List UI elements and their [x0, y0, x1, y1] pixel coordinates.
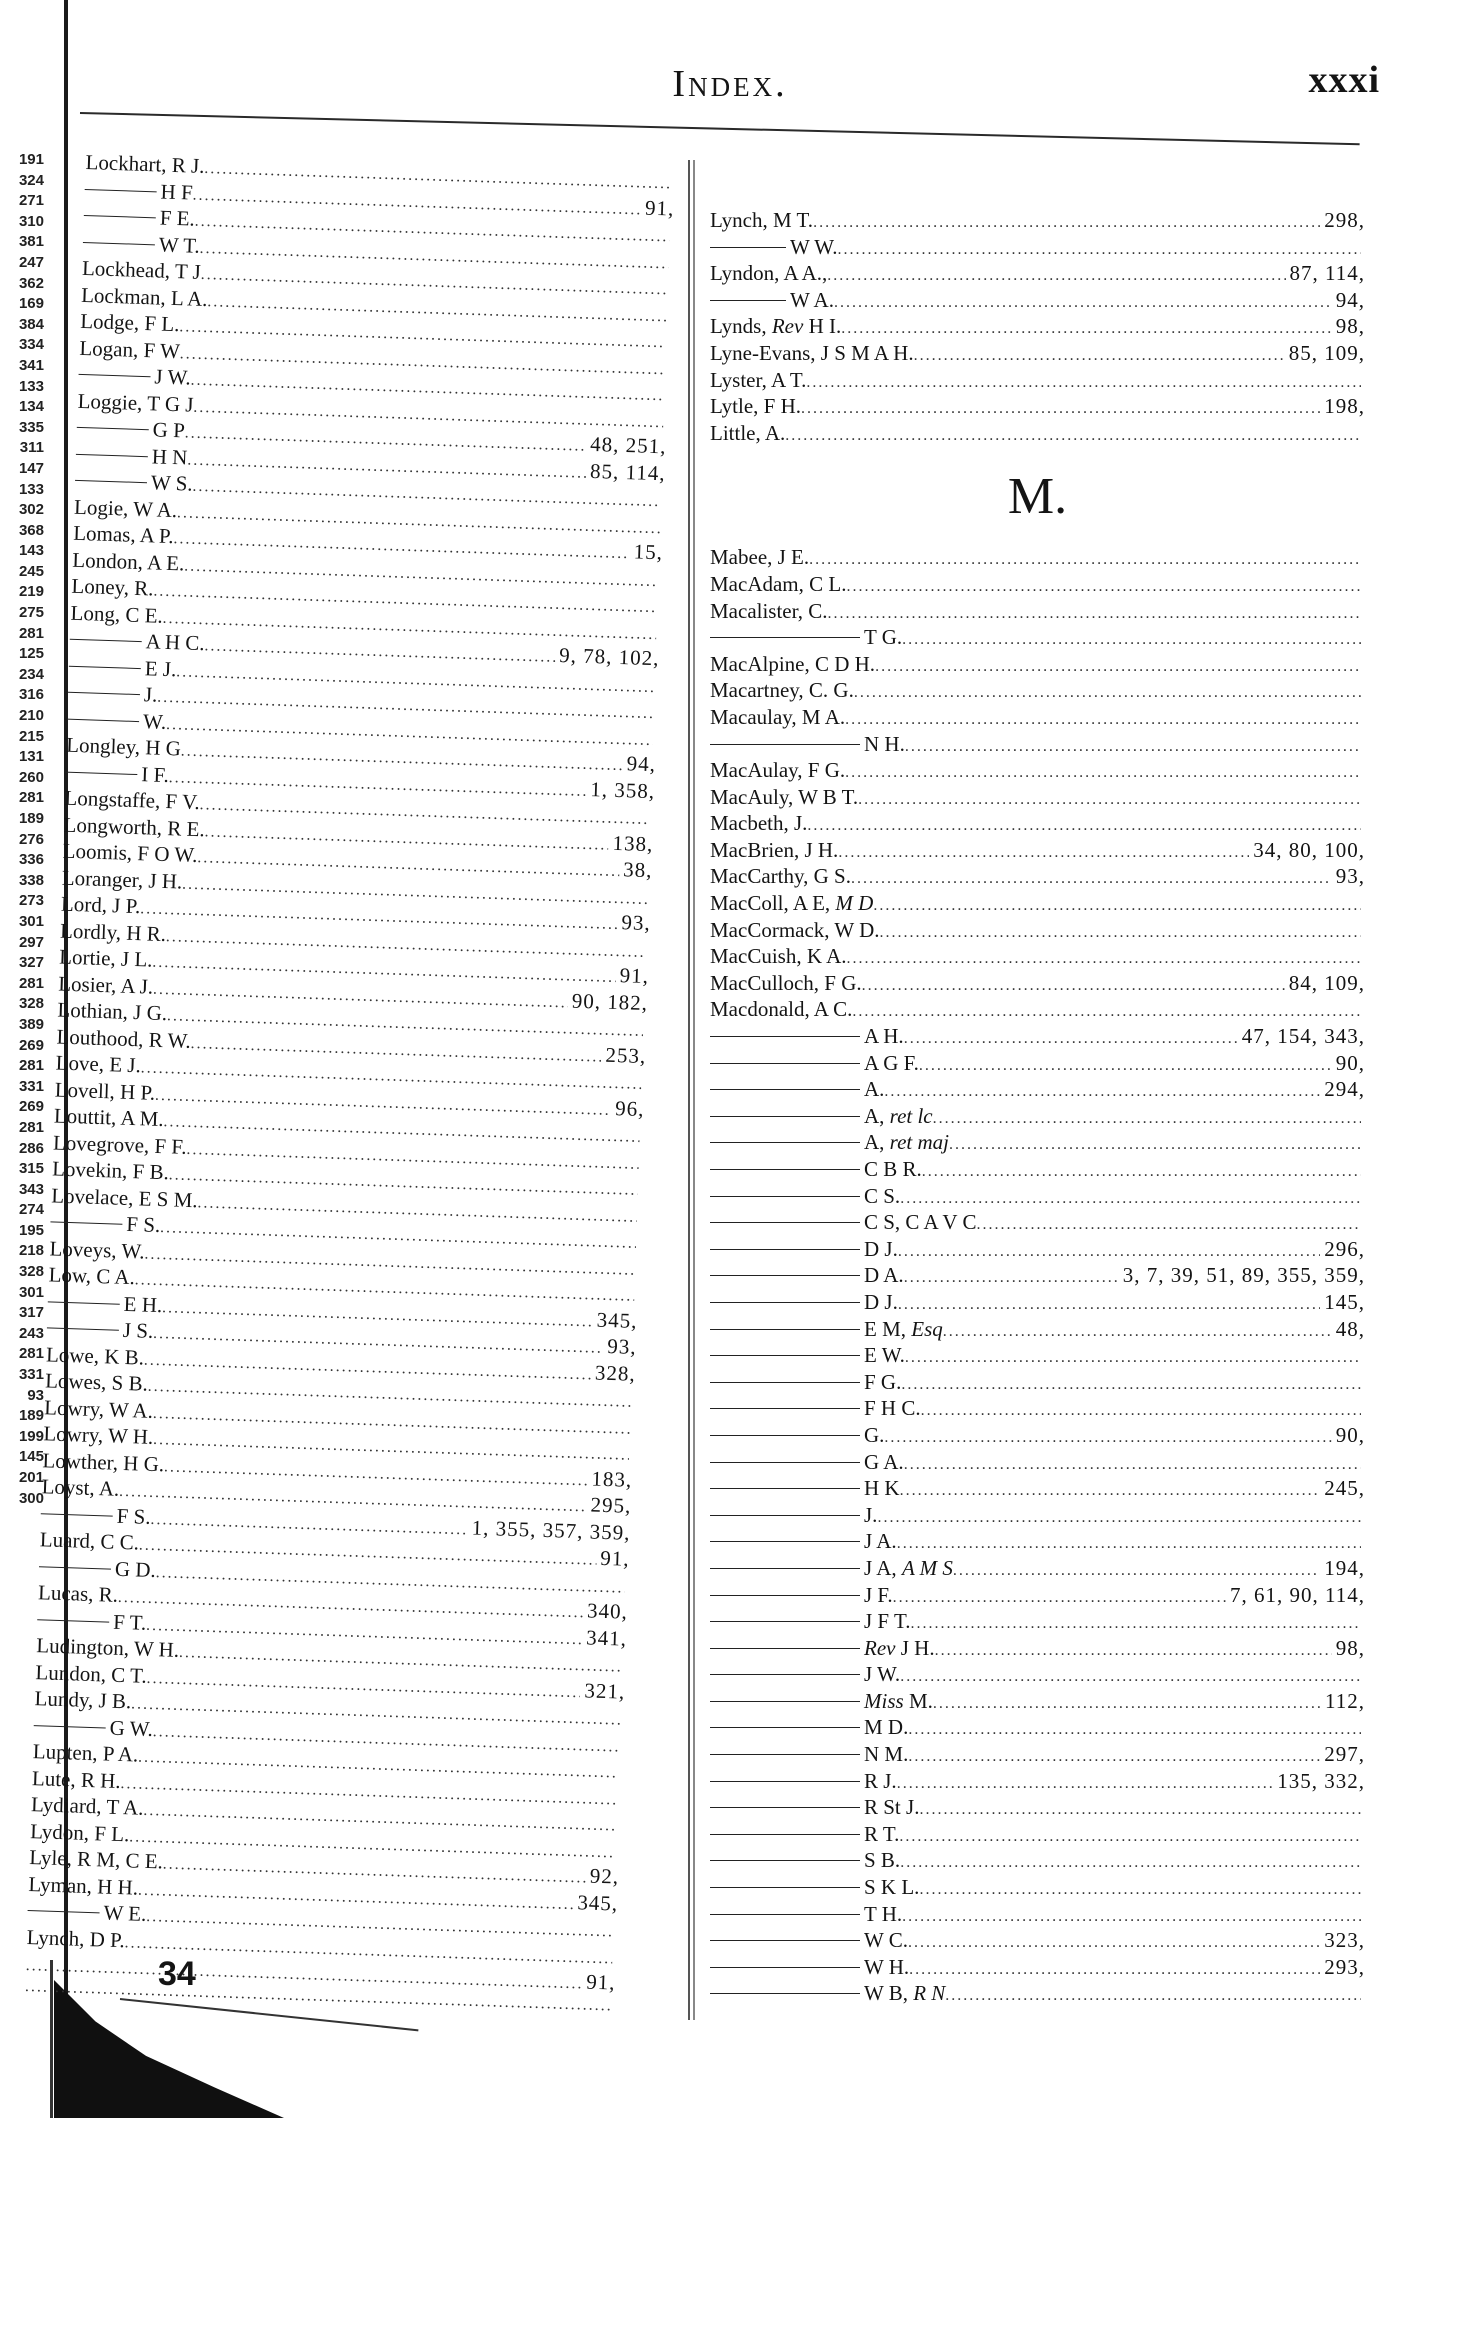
previous-page-number: 189 — [0, 1406, 48, 1427]
entry-refs: 87, 114, — [1286, 261, 1365, 286]
entry-refs: 1, 358, — [586, 776, 656, 803]
entry-refs: 90, — [1332, 1051, 1365, 1076]
previous-page-number: 362 — [0, 274, 48, 295]
entry-name: D J. — [864, 1237, 898, 1262]
entry-name: Lyman, H H. — [28, 1872, 138, 1901]
previous-page-number: 273 — [0, 891, 48, 912]
previous-page-number: 315 — [0, 1159, 48, 1180]
entry-name: D A. — [864, 1263, 904, 1288]
entry-name: Love, E J. — [55, 1051, 141, 1079]
entry-name: Losier, A J. — [58, 971, 154, 999]
entry-name: Loyst, A. — [41, 1474, 119, 1502]
previous-page-number: 328 — [0, 994, 48, 1015]
entry-refs: 145, — [1320, 1290, 1365, 1315]
entry-refs: 94, — [622, 751, 656, 777]
entry-title-italic: Esq — [911, 1317, 943, 1341]
entry-name: M D. — [864, 1715, 908, 1740]
entry-name: F S. — [116, 1503, 151, 1529]
entry-name: Macaulay, M A. — [710, 705, 845, 730]
entry-name: A, ret lc — [864, 1104, 933, 1129]
entry-name: Lundy, J B. — [34, 1686, 131, 1714]
entry-refs: 328, — [591, 1360, 637, 1386]
entry-name: W. — [143, 709, 167, 735]
entry-name: Longstaffe, F V. — [64, 786, 200, 815]
entry-name: Loggie, T G J — [77, 388, 194, 417]
entry-refs: 85, 109, — [1285, 341, 1365, 366]
entry-name: W W. — [790, 235, 837, 260]
entry-name: J W. — [154, 364, 191, 390]
entry-name: W E. — [103, 1901, 147, 1927]
index-entry — [24, 1977, 615, 2023]
entry-refs: 90, — [1332, 1423, 1365, 1448]
entry-name: MacColl, A E, M D — [710, 891, 873, 916]
entry-title-italic: ret lc — [890, 1104, 933, 1128]
entry-page — [710, 208, 1473, 2326]
entry-name: W H. — [864, 1955, 909, 1980]
column-divider-second — [693, 160, 695, 2020]
entry-name: Macalister, C. — [710, 599, 828, 624]
entry-name: Lordly, H R. — [60, 918, 167, 946]
previous-page-number: 368 — [0, 521, 48, 542]
previous-page-number: 281 — [0, 624, 48, 645]
index-entry — [710, 1981, 1365, 2008]
entry-name: Louttit, A M. — [54, 1103, 164, 1132]
previous-page-number: 133 — [0, 377, 48, 398]
entry-name: Lomas, A P. — [73, 521, 174, 549]
entry-name: I F. — [141, 762, 169, 788]
previous-page-number: 269 — [0, 1097, 48, 1118]
entry-name: Lyne-Evans, J S M A H. — [710, 341, 914, 366]
entry-name: C B R. — [864, 1157, 922, 1182]
entry-refs: 298, — [1320, 208, 1365, 233]
previous-page-number: 234 — [0, 665, 48, 686]
entry-refs: 84, 109, — [1285, 971, 1365, 996]
entry-name: Low, C A. — [48, 1262, 135, 1290]
entry-name: F S. — [126, 1212, 161, 1238]
entry-refs: 345, — [592, 1307, 638, 1333]
previous-page-number: 189 — [0, 809, 48, 830]
previous-page-number: 210 — [0, 706, 48, 727]
entry-name: Logie, W A. — [74, 494, 178, 522]
entry-name: H F — [160, 179, 193, 205]
entry-refs: 93, — [617, 910, 651, 936]
entry-refs: 345, — [573, 1890, 619, 1916]
entry-name: Longworth, R E. — [63, 812, 205, 842]
entry-refs: 93, — [603, 1334, 637, 1360]
entry-name: F H C. — [864, 1396, 921, 1421]
entry-name: Lydiard, T A. — [31, 1792, 144, 1821]
entry-name: E H. — [123, 1291, 162, 1317]
index-column-right — [710, 208, 1365, 2008]
entry-refs: 340, — [583, 1598, 629, 1624]
entry-name: Lytle, F H. — [710, 394, 801, 419]
previous-page-number: 310 — [0, 212, 48, 233]
entry-title-italic: Rev — [772, 314, 803, 338]
entry-name: Lowry, W H. — [43, 1421, 154, 1450]
previous-page-number: 389 — [0, 1015, 48, 1036]
previous-page-number: 281 — [0, 1056, 48, 1077]
entry-name: G P — [152, 417, 185, 443]
previous-page-number: 300 — [0, 1489, 48, 1510]
previous-page-number: 286 — [0, 1139, 48, 1160]
entry-name: Lockhart, R J. — [85, 150, 205, 179]
entry-refs: 90, 182, — [567, 988, 648, 1016]
entry-name: Loveys, W. — [49, 1236, 145, 1264]
entry-name: J W. — [864, 1662, 900, 1687]
entry-name: R J. — [864, 1769, 897, 1794]
previous-page-number: 93 — [0, 1386, 48, 1407]
previous-page-number: 281 — [0, 1118, 48, 1139]
previous-page-number: 334 — [0, 335, 48, 356]
entry-name: Louthood, R W. — [56, 1024, 191, 1053]
entry-name: T G. — [864, 625, 902, 650]
entry-refs: 321, — [580, 1678, 626, 1704]
previous-page-number: 276 — [0, 830, 48, 851]
entry-name: Lowry, W A. — [44, 1395, 153, 1424]
previous-page-number: 324 — [0, 171, 48, 192]
entry-name: Loomis, F O W. — [62, 839, 198, 868]
entry-name: R St J. — [864, 1795, 919, 1820]
entry-name: Loranger, J H. — [61, 865, 182, 894]
entry-name: Longley, H G — [66, 733, 181, 762]
previous-page-number: 343 — [0, 1180, 48, 1201]
entry-refs: 341, — [582, 1625, 628, 1651]
previous-page-number: 215 — [0, 727, 48, 748]
previous-page-number: 328 — [0, 1262, 48, 1283]
entry-name: Lortie, J L. — [59, 945, 153, 973]
entry-refs: 296, — [1320, 1237, 1365, 1262]
page-folio: xxxi — [1270, 58, 1380, 102]
entry-refs: 194, — [1320, 1556, 1365, 1581]
previous-page-number: 169 — [0, 294, 48, 315]
entry-name: Lovell, H P. — [54, 1077, 155, 1105]
entry-refs: 34, 80, 100, — [1249, 838, 1365, 863]
entry-name: Lovekin, F B. — [52, 1156, 169, 1185]
entry-title-italic: ret maj — [890, 1130, 949, 1154]
entry-name: Lyster, A T. — [710, 368, 806, 393]
entry-name: J F. — [864, 1583, 893, 1608]
entry-refs: 98, — [1332, 1636, 1365, 1661]
previous-page-number: 134 — [0, 397, 48, 418]
entry-name: E W. — [864, 1343, 905, 1368]
previous-page-number: 281 — [0, 788, 48, 809]
entry-name: W B, R N — [864, 1981, 945, 2006]
entry-name: MacAlpine, C D H. — [710, 652, 875, 677]
previous-page-number: 125 — [0, 644, 48, 665]
previous-page-number: 335 — [0, 418, 48, 439]
entry-refs: 293, — [1320, 1955, 1365, 1980]
entry-refs: 96, — [611, 1095, 645, 1121]
entry-name: A H. — [864, 1024, 904, 1049]
previous-page-number: 131 — [0, 747, 48, 768]
previous-page-number: 317 — [0, 1303, 48, 1324]
entry-name: London, A E. — [72, 547, 185, 576]
signature-mark: 34 — [158, 1955, 196, 1994]
entry-name: C S. — [864, 1184, 900, 1209]
entry-refs: 138, — [608, 830, 654, 856]
entry-refs: 91, — [582, 1969, 616, 1995]
previous-page-number: 191 — [0, 150, 48, 171]
entry-name: A H C. — [145, 629, 205, 656]
entry-refs: 98, — [1332, 314, 1365, 339]
entry-name: T H. — [864, 1902, 902, 1927]
previous-page-number: 147 — [0, 459, 48, 480]
entry-name: Miss M. — [864, 1689, 933, 1714]
entry-name: MacAulay, F G. — [710, 758, 845, 783]
entry-refs: 93, — [1332, 864, 1365, 889]
entry-refs: 112, — [1321, 1689, 1365, 1714]
entry-refs: 48, 251, — [586, 432, 667, 460]
entry-name: Lupten, P A. — [32, 1739, 138, 1767]
previous-page-number: 274 — [0, 1200, 48, 1221]
index-section-m — [710, 545, 1365, 2008]
entry-name: MacCormack, W D. — [710, 918, 880, 943]
entry-refs: 94, — [1332, 288, 1365, 313]
previous-page-number: 271 — [0, 191, 48, 212]
entry-refs: 9, 78, 102, — [555, 643, 660, 671]
entry-name: Lydon, F L. — [30, 1819, 130, 1847]
entry-name: E J. — [144, 656, 176, 682]
entry-refs: 323, — [1320, 1928, 1365, 1953]
previous-page-number: 219 — [0, 582, 48, 603]
previous-page-number: 195 — [0, 1221, 48, 1242]
entry-name: Lyndon, A A., — [710, 261, 827, 286]
entry-name: Ludington, W H. — [36, 1633, 179, 1663]
entry-title-italic: Rev — [864, 1636, 895, 1660]
entry-name: N H. — [864, 732, 905, 757]
entry-name: Long, C E. — [70, 600, 163, 628]
previous-page-number: 145 — [0, 1447, 48, 1468]
entry-name: Lowther, H G. — [42, 1448, 164, 1477]
entry-name: H N — [151, 444, 187, 470]
entry-name: A, ret maj — [864, 1130, 949, 1155]
entry-name: W C. — [864, 1928, 908, 1953]
entry-name: Lynds, Rev H I. — [710, 314, 841, 339]
entry-name: J. — [144, 682, 158, 707]
entry-name: MacAuly, W B T. — [710, 785, 858, 810]
previous-page-number: 331 — [0, 1077, 48, 1098]
entry-name: Macartney, C. G. — [710, 678, 854, 703]
entry-name: Lodge, F L. — [80, 309, 180, 337]
entry-refs: 38, — [619, 857, 653, 883]
entry-name: C S, C A V C — [864, 1210, 976, 1235]
entry-name: F G. — [864, 1370, 901, 1395]
entry-name: S K L. — [864, 1875, 919, 1900]
entry-name: N M. — [864, 1742, 908, 1767]
previous-page-number: 311 — [0, 438, 48, 459]
entry-name: Loney, R. — [71, 574, 154, 602]
entry-refs: 297, — [1320, 1742, 1365, 1767]
entry-name: F T. — [113, 1609, 147, 1635]
entry-refs: 183, — [587, 1466, 633, 1492]
previous-page-number: 301 — [0, 912, 48, 933]
previous-page-number: 336 — [0, 850, 48, 871]
entry-name: Mabee, J E. — [710, 545, 809, 570]
entry-refs: 85, 114, — [586, 458, 666, 486]
entry-name: Lothian, J G. — [57, 998, 167, 1027]
previous-page-number: 381 — [0, 232, 48, 253]
entry-name: G A. — [864, 1450, 904, 1475]
previous-page-number: 316 — [0, 685, 48, 706]
entry-refs: 245, — [1320, 1476, 1365, 1501]
entry-name: Lyle, R M, C E. — [29, 1845, 163, 1874]
entry-name: MacCuish, K A. — [710, 944, 847, 969]
entry-refs: 253, — [601, 1042, 647, 1068]
entry-name: Lockhead, T J — [82, 256, 202, 285]
previous-page-number: 275 — [0, 603, 48, 624]
entry-name: E M, Esq — [864, 1317, 943, 1342]
entry-title-italic: A M S — [902, 1556, 953, 1580]
entry-refs: 198, — [1320, 394, 1365, 419]
entry-refs: 91, — [641, 195, 675, 221]
entry-refs: 1, 355, 357, 359, — [467, 1515, 630, 1545]
previous-page-number: 247 — [0, 253, 48, 274]
header-rule — [80, 112, 1360, 145]
entry-name: Lovelace, E S M. — [51, 1183, 198, 1213]
entry-name: Lucas, R. — [38, 1580, 119, 1608]
index-column-left — [24, 150, 675, 2024]
previous-page-number: 243 — [0, 1324, 48, 1345]
previous-page-number: 133 — [0, 480, 48, 501]
entry-title-italic: R N — [913, 1981, 945, 2005]
entry-name: J A, A M S — [864, 1556, 953, 1581]
entry-name: J S. — [122, 1318, 153, 1344]
previous-page-number: 218 — [0, 1241, 48, 1262]
entry-name: W S. — [151, 470, 193, 496]
previous-page-number: 281 — [0, 974, 48, 995]
entry-name: F E. — [159, 205, 195, 231]
entry-title-italic: Miss — [864, 1689, 904, 1713]
entry-name: Lovegrove, F F. — [53, 1130, 187, 1159]
previous-page-number: 269 — [0, 1036, 48, 1057]
entry-refs: 47, 154, 343, — [1238, 1024, 1365, 1049]
previous-page-number: 384 — [0, 315, 48, 336]
entry-name: G D. — [115, 1556, 157, 1582]
entry-name: Lute, R H. — [32, 1766, 121, 1794]
previous-page-number: 143 — [0, 541, 48, 562]
previous-page-number: 302 — [0, 500, 48, 521]
entry-name: MacAdam, C L. — [710, 572, 846, 597]
entry-name: Lundon, C T. — [35, 1660, 147, 1689]
entry-name: Logan, F W — [79, 335, 180, 363]
previous-page-number: 338 — [0, 871, 48, 892]
entry-name: A G F. — [864, 1051, 919, 1076]
entry-name: Macbeth, J. — [710, 811, 807, 836]
previous-page-number: 245 — [0, 562, 48, 583]
entry-name: Lord, J P. — [61, 892, 141, 920]
running-title: Index. — [600, 62, 860, 106]
entry-name: W A. — [790, 288, 834, 313]
entry-name: H K — [864, 1476, 900, 1501]
entry-name: Lowes, S B. — [45, 1368, 148, 1396]
entry-name: A. — [864, 1077, 884, 1102]
entry-name: Little, A. — [710, 421, 785, 446]
previous-page-number: 201 — [0, 1468, 48, 1489]
previous-page-number: 260 — [0, 768, 48, 789]
entry-refs: 91, — [596, 1546, 630, 1572]
entry-refs: 91, — [615, 963, 649, 989]
previous-page-number: 331 — [0, 1365, 48, 1386]
entry-title-italic: M D — [835, 891, 873, 915]
entry-name: D J. — [864, 1290, 898, 1315]
entry-name: G. — [864, 1423, 884, 1448]
entry-refs: 15, — [629, 539, 663, 565]
entry-name: G W. — [109, 1715, 153, 1741]
entry-name: Macdonald, A C. — [710, 997, 852, 1022]
entry-name: Lowe, K B. — [46, 1342, 145, 1370]
previous-page-number: 281 — [0, 1344, 48, 1365]
entry-name: J. — [864, 1503, 877, 1528]
entry-refs: 3, 7, 39, 51, 89, 355, 359, — [1119, 1263, 1365, 1288]
previous-page-number: 199 — [0, 1427, 48, 1448]
entry-refs: 7, 61, 90, 114, — [1226, 1583, 1365, 1608]
previous-page-number: 297 — [0, 933, 48, 954]
previous-page-number: 327 — [0, 953, 48, 974]
entry-refs: 135, 332, — [1273, 1769, 1365, 1794]
previous-page-number: 301 — [0, 1283, 48, 1304]
column-divider — [688, 160, 690, 2020]
entry-refs: 295, — [586, 1492, 632, 1518]
entry-name: MacCarthy, G S. — [710, 864, 851, 889]
entry-refs: 48, — [1332, 1317, 1365, 1342]
entry-name: Lynch, M T. — [710, 208, 813, 233]
entry-name: S B. — [864, 1848, 900, 1873]
entry-name: J A. — [864, 1529, 897, 1554]
entry-name: MacCulloch, F G. — [710, 971, 862, 996]
entry-name: Rev J H. — [864, 1636, 935, 1661]
entry-name: MacBrien, J H. — [710, 838, 838, 863]
entry-name: Lockman, L A. — [81, 282, 208, 311]
entry-name: Lynch, D P. — [26, 1925, 125, 1953]
section-letter-m: M. — [710, 455, 1365, 539]
entry-name: W T. — [158, 232, 200, 258]
entry-name: R T. — [864, 1822, 899, 1847]
entry-name: Luard, C C. — [39, 1527, 139, 1555]
entry-name: J F T. — [864, 1609, 911, 1634]
previous-page-number: 341 — [0, 356, 48, 377]
entry-refs: 92, — [585, 1864, 619, 1890]
entry-refs: 294, — [1320, 1077, 1365, 1102]
